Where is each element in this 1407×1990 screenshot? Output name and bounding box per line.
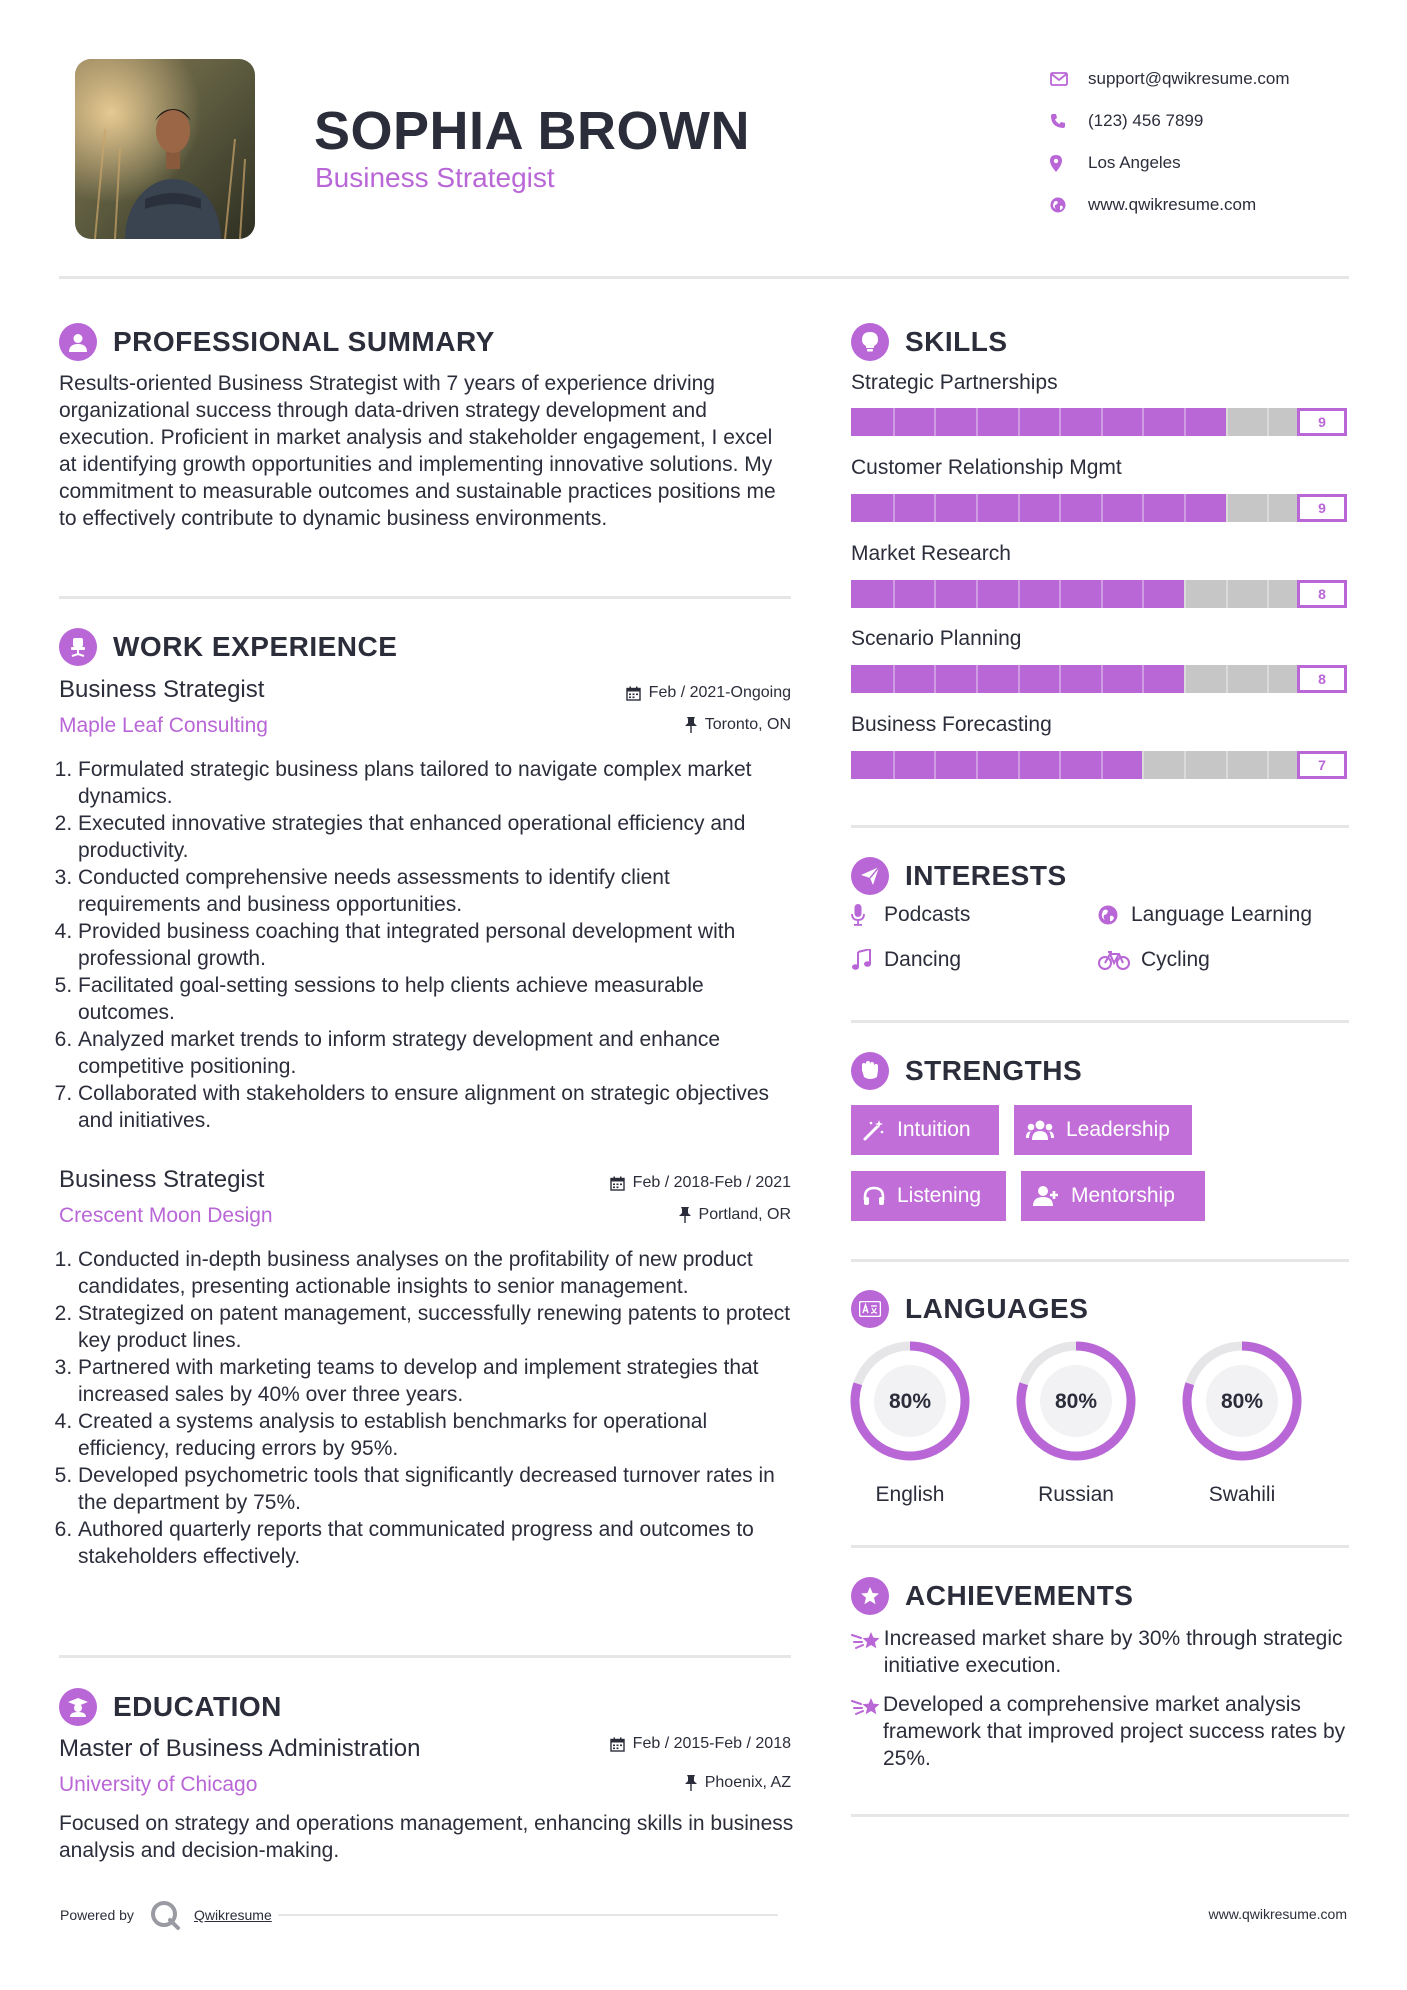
job-duties-list [58, 1246, 798, 1570]
qwikresume-logo-icon [148, 1898, 182, 1932]
interest-dancing [851, 948, 961, 972]
skill-bar-segment [1018, 751, 1020, 779]
achievement-item [851, 1691, 1351, 1772]
list-item: 2. Executed innovative strategies that enhanced operational efficiency and productivity. [78, 810, 798, 864]
strength-chip-mentorship [1021, 1171, 1205, 1221]
achievement-text: Increased market share by 30% through strategic initiative execution. [883, 1627, 1343, 1677]
achievement-text: Developed a comprehensive market analysis framework that improved project success rates by 25%. [883, 1693, 1346, 1770]
skill-bar-segment [1142, 751, 1144, 779]
strength-chip-intuition [851, 1105, 999, 1155]
list-item: 3. Conducted comprehensive needs assessments to identify client requirements and business opportunities. [78, 864, 798, 918]
job-company: Crescent Moon Design [59, 1204, 273, 1227]
skills-divider [851, 825, 1349, 828]
music-note-icon [851, 949, 884, 971]
experience-title: WORK EXPERIENCE [113, 631, 398, 662]
magic-wand-icon [863, 1119, 885, 1141]
language-swahili [1177, 1336, 1307, 1507]
graduate-icon [59, 1688, 97, 1726]
language-percent: 80% [1220, 1390, 1264, 1413]
skill-bar-segment [1018, 665, 1020, 693]
interests-title: INTERESTS [905, 860, 1067, 891]
languages-title: LANGUAGES [905, 1293, 1089, 1324]
envelope-icon [1050, 72, 1088, 86]
bicycle-icon [1098, 950, 1141, 970]
skill-name: Customer Relationship Mgmt [851, 456, 1122, 479]
skill-bar-segment [1059, 494, 1061, 522]
education-date-text: Feb / 2015-Feb / 2018 [632, 1735, 791, 1752]
strength-chip-listening [851, 1171, 1006, 1221]
skill-bar-segment [1142, 494, 1144, 522]
summary-text: Results-oriented Business Strategist with 7 years of experience driving organizational success through data-driven strategy development and execution. Proficient in market analysis and stakeholder engagement, I excel at identifying growth opportunities and implementing innovative solutions. My commitment to measurable outcomes and sustainable practices positions me to effectively contribute to dynamic business environments. [59, 372, 776, 530]
job-location-text: Portland, OR [698, 1206, 791, 1223]
contact-list [1050, 58, 1290, 226]
education-title: EDUCATION [113, 1691, 282, 1722]
skill-bar-segment [893, 494, 895, 522]
interests-heading [851, 857, 1067, 895]
languages-divider [851, 1545, 1349, 1548]
strength-label: Listening [897, 1184, 982, 1207]
skill-bar-segment [1267, 580, 1269, 608]
skill-bar [851, 408, 1309, 436]
list-item: 7. Collaborated with stakeholders to ensure alignment on strategic objectives and initiatives. [78, 1080, 798, 1134]
interest-label: Language Learning [1131, 903, 1313, 926]
strengths-heading [851, 1052, 1082, 1090]
skill-bar-segment [1267, 494, 1269, 522]
language-russian [1011, 1336, 1141, 1507]
language-label: English [875, 1483, 945, 1506]
language-progress-ring [1177, 1336, 1307, 1466]
skill-bar-segment [1101, 494, 1103, 522]
contact-phone-text: (123) 456 7899 [1088, 111, 1204, 130]
skill-bar-segment [1101, 751, 1103, 779]
skills-title: SKILLS [905, 326, 1008, 357]
skill-bar-segment [893, 665, 895, 693]
skill-score: 7 [1297, 751, 1347, 779]
skill-bar-fill [851, 494, 1226, 522]
skill-bar-segment [976, 494, 978, 522]
list-item: 5. Developed psychometric tools that significantly decreased turnover rates in the department by 75%. [78, 1462, 798, 1516]
achievements-divider [851, 1814, 1349, 1817]
education-location [685, 1774, 791, 1792]
skill-name: Scenario Planning [851, 627, 1022, 650]
summary-title: PROFESSIONAL SUMMARY [113, 326, 495, 357]
job-date-text: Feb / 2018-Feb / 2021 [632, 1174, 791, 1191]
strength-label: Intuition [897, 1118, 971, 1141]
job-duties-list [58, 756, 798, 1134]
list-item: 1. Conducted in-depth business analyses on the profitability of new product candidates, presenting actionable insights to senior management. [78, 1246, 798, 1300]
job-date [626, 684, 791, 702]
skill-bar-segment [1184, 580, 1186, 608]
microphone-icon [851, 904, 884, 926]
footer-powered-by [60, 1898, 778, 1932]
experience-divider [59, 1655, 791, 1658]
skill-score: 9 [1297, 494, 1347, 522]
skill-bar-segment [1018, 408, 1020, 436]
education-date [610, 1735, 791, 1753]
skill-bar-segment [1226, 408, 1228, 436]
interest-label: Podcasts [884, 903, 971, 926]
skill-bar [851, 580, 1309, 608]
calendar-icon [610, 1176, 625, 1191]
skill-bar-segment [1142, 665, 1144, 693]
skill-bar-segment [976, 665, 978, 693]
strengths-title: STRENGTHS [905, 1055, 1083, 1086]
skill-bar-segment [1101, 665, 1103, 693]
pushpin-icon [685, 1775, 697, 1791]
contact-email[interactable] [1050, 58, 1290, 100]
skill-bar-segment [1226, 580, 1228, 608]
education-heading [59, 1688, 282, 1726]
skill-bar-segment [1059, 408, 1061, 436]
skill-bar-segment [934, 408, 936, 436]
school-name: University of Chicago [59, 1773, 258, 1796]
interest-language-learning [1098, 903, 1312, 927]
skill-bar-segment [1101, 408, 1103, 436]
skill-bar-segment [976, 751, 978, 779]
job-title: Business Strategist [59, 676, 265, 703]
user-icon [59, 323, 97, 361]
list-item: 6. Analyzed market trends to inform strategy development and enhance competitive positioning. [78, 1026, 798, 1080]
strength-label: Mentorship [1071, 1184, 1175, 1207]
strengths-divider [851, 1259, 1349, 1262]
skill-name: Strategic Partnerships [851, 371, 1058, 394]
shooting-star-icon [851, 1691, 883, 1772]
achievements-title: ACHIEVEMENTS [905, 1580, 1134, 1611]
powered-by-label: Powered by [60, 1907, 134, 1923]
contact-phone[interactable] [1050, 100, 1290, 142]
skill-bar-segment [1184, 494, 1186, 522]
skill-bar-segment [1184, 751, 1186, 779]
skill-bar-segment [1059, 580, 1061, 608]
skill-bar-segment [934, 665, 936, 693]
list-item: 2. Strategized on patent management, successfully renewing patents to protect key product lines. [78, 1300, 798, 1354]
achievements-heading [851, 1577, 1133, 1615]
summary-divider [59, 596, 791, 599]
achievement-item [851, 1625, 1351, 1679]
interest-label: Dancing [884, 948, 962, 971]
job-location [679, 1206, 791, 1224]
skill-score: 8 [1297, 665, 1347, 693]
lightbulb-icon [851, 323, 889, 361]
interest-cycling [1098, 948, 1210, 972]
candidate-name: SOPHIA BROWN [314, 101, 750, 161]
map-pin-icon [1050, 155, 1088, 172]
language-percent: 80% [888, 1390, 932, 1413]
strength-chip-leadership [1014, 1105, 1192, 1155]
list-item: 4. Created a systems analysis to establish benchmarks for operational efficiency, reducing errors by 95%. [78, 1408, 798, 1462]
globe-icon [1050, 197, 1088, 213]
job-date-text: Feb / 2021-Ongoing [648, 684, 791, 701]
language-card-icon [851, 1290, 889, 1328]
paper-plane-icon [851, 857, 889, 895]
footer-website[interactable]: www.qwikresume.com [1208, 1906, 1347, 1922]
interest-label: Cycling [1141, 948, 1210, 971]
skill-bar-segment [893, 751, 895, 779]
list-item: 5. Facilitated goal-setting sessions to help clients achieve measurable outcomes. [78, 972, 798, 1026]
contact-location [1050, 142, 1290, 184]
skill-bar-segment [976, 408, 978, 436]
user-plus-icon [1033, 1185, 1059, 1207]
job-company: Maple Leaf Consulting [59, 714, 268, 737]
skill-bar [851, 751, 1309, 779]
skill-name: Market Research [851, 542, 1011, 565]
skill-bar-segment [1226, 665, 1228, 693]
skill-bar [851, 494, 1309, 522]
skill-bar-segment [976, 580, 978, 608]
skill-bar-segment [1018, 494, 1020, 522]
contact-email-text: support@qwikresume.com [1088, 69, 1290, 88]
skill-bar [851, 665, 1309, 693]
skill-bar-segment [893, 408, 895, 436]
skill-bar-segment [1018, 580, 1020, 608]
job-location [685, 716, 791, 734]
star-badge-icon [851, 1577, 889, 1615]
skill-bar-segment [1226, 751, 1228, 779]
list-item: 1. Formulated strategic business plans tailored to navigate complex market dynamics. [78, 756, 798, 810]
job-date [610, 1174, 791, 1192]
job-title: Business Strategist [59, 1166, 265, 1193]
headphones-icon [863, 1186, 885, 1206]
skill-bar-segment [934, 494, 936, 522]
pushpin-icon [685, 717, 697, 733]
contact-website-text: www.qwikresume.com [1088, 195, 1257, 214]
skill-bar-segment [1101, 580, 1103, 608]
skill-bar-segment [1059, 665, 1061, 693]
skill-bar-segment [1267, 408, 1269, 436]
skill-bar-segment [893, 580, 895, 608]
language-english [845, 1336, 975, 1507]
pushpin-icon [679, 1207, 691, 1223]
contact-location-text: Los Angeles [1088, 153, 1181, 172]
skill-bar-segment [1267, 751, 1269, 779]
job-location-text: Toronto, ON [704, 716, 791, 733]
skill-bar-segment [934, 580, 936, 608]
interest-podcasts [851, 903, 970, 927]
languages-heading [851, 1290, 1088, 1328]
language-percent: 80% [1054, 1390, 1098, 1413]
office-chair-icon [59, 628, 97, 666]
list-item: 6. Authored quarterly reports that communicated progress and outcomes to stakeholders effectively. [78, 1516, 798, 1570]
skill-name: Business Forecasting [851, 713, 1052, 736]
skill-bar-segment [1142, 580, 1144, 608]
list-item: 3. Partnered with marketing teams to develop and implement strategies that increased sales by 40% over three years. [78, 1354, 798, 1408]
skill-bar-segment [1142, 408, 1144, 436]
raised-fist-icon [851, 1052, 889, 1090]
experience-heading [59, 628, 397, 666]
skill-bar-segment [1226, 494, 1228, 522]
education-location-text: Phoenix, AZ [704, 1774, 791, 1791]
skills-heading [851, 323, 1008, 361]
skill-bar-fill [851, 408, 1226, 436]
skill-bar-segment [1184, 408, 1186, 436]
list-item: 4. Provided business coaching that integrated personal development with professional growth. [78, 918, 798, 972]
education-description: Focused on strategy and operations management, enhancing skills in business analysis and decision-making. [59, 1812, 794, 1862]
shooting-star-icon [851, 1625, 884, 1679]
language-label: Swahili [1208, 1483, 1276, 1506]
skill-bar-segment [1184, 665, 1186, 693]
candidate-role: Business Strategist [315, 162, 555, 193]
globe-icon [1098, 905, 1131, 925]
qwikresume-link[interactable]: Qwikresume [193, 1907, 272, 1923]
language-label: Russian [1038, 1483, 1114, 1506]
calendar-icon [626, 686, 641, 701]
strength-label: Leadership [1066, 1118, 1170, 1141]
phone-icon [1050, 113, 1088, 129]
profile-photo [75, 59, 255, 239]
skill-bar-segment [1059, 751, 1061, 779]
interests-divider [851, 1020, 1349, 1023]
language-progress-ring [845, 1336, 975, 1466]
skill-bar-segment [1267, 665, 1269, 693]
footer-line [278, 1914, 778, 1916]
skill-bar-segment [934, 751, 936, 779]
summary-heading [59, 323, 495, 361]
skill-score: 8 [1297, 580, 1347, 608]
users-icon [1026, 1119, 1054, 1141]
contact-website[interactable] [1050, 184, 1290, 226]
degree-title: Master of Business Administration [59, 1735, 421, 1762]
language-progress-ring [1011, 1336, 1141, 1466]
header-divider [59, 276, 1349, 279]
calendar-icon [610, 1737, 625, 1752]
skill-score: 9 [1297, 408, 1347, 436]
